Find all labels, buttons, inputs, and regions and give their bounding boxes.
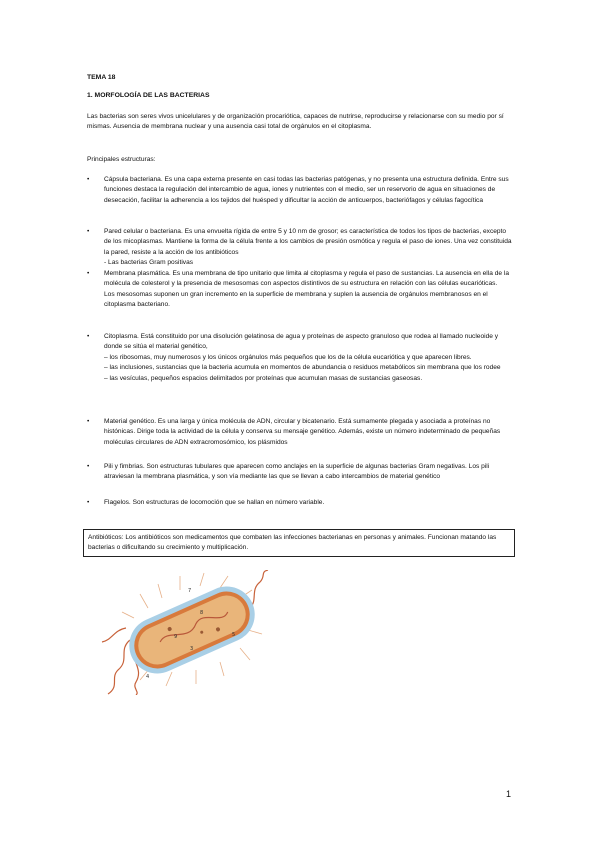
list-item-text: Flagelos. Son estructuras de locomoción que se hallan en número variable. [104, 499, 325, 506]
list-item-subline: – las vesículas, pequeños espacios delimitados por proteínas que acumulan masas de sustancias gaseosas. [104, 374, 423, 382]
figure-label: 9 [174, 634, 178, 640]
list-item-text: Material genético. Es una larga y única molécula de ADN, circular y bicatenario. Está sumamente plegada y asociada a proteínas no histónicas. Dirige toda la actividad de la célula y conserva su mensaje genético. Además, existe un número indeterminado de pequeñas moléculas circulares de ADN extracromosómico, los plásmidos [104, 418, 501, 446]
bullet-icon: • [87, 333, 90, 340]
bullet-icon: • [87, 270, 90, 277]
antibiotics-note-text: Antibióticos: Los antibióticos son medicamentos que combaten las infecciones bacterianas en personas y animales. Funcionan matando las bacterias o dificultando su crecimiento y multiplicación. [88, 534, 497, 552]
list-item-text: Pared celular o bacteriana. Es una envuelta rígida de entre 5 y 10 nm de grosor; es característica de todos los tipos de bacterias, excepto de los micoplasmas. Mantiene la forma de la célula frente a los cambios de presión osmótica y regula el paso de iones. Una vez constituida la pared, resiste a la acción de los antibióticos [104, 228, 512, 256]
figure-label: 7 [188, 588, 192, 594]
figure-label: 4 [146, 674, 150, 680]
bullet-icon: • [87, 463, 90, 470]
intro-paragraph: Las bacterias son seres vivos unicelulares y de organización procariótica, capaces de nutrirse, reproducirse y relacionarse con su medio por sí mismas. Ausencia de membrana nuclear y una ausencia casi total de orgánulos en el citoplasma. [87, 113, 504, 131]
bullet-icon: • [87, 499, 90, 506]
bullet-icon: • [87, 228, 90, 235]
figure-label: 3 [190, 646, 194, 652]
section-title: 1. MORFOLOGÍA DE LAS BACTERIAS [87, 92, 210, 99]
antibiotics-note-box [83, 529, 515, 557]
list-item-subline: – los ribosomas, muy numerosos y los únicos orgánulos más pequeños que los de la célula eucariótica y que aparecen libres. [104, 353, 472, 361]
list-item-subline: - Las bacterias Gram positivas [104, 259, 194, 267]
list-item-subline: – las inclusiones, sustancias que la bacteria acumula en momentos de abundancia o residuos metabólicos sin membrana que los rodee [104, 364, 501, 372]
bacterium-illustration [100, 570, 270, 695]
figure-label: 8 [200, 610, 204, 616]
figure-label: 5 [232, 632, 236, 638]
bullet-icon: • [87, 418, 90, 425]
list-item-text: Pili y fimbrias. Son estructuras tubulares que aparecen como anclajes en la superficie de algunas bacterias Gram negativas. Los pili atraviesan la membrana plasmática, y son vía mediante las que se llevan a cabo intercambios de material genético [104, 463, 490, 481]
list-item-subline: Los mesosomas suponen un gran incremento en la superficie de membrana y suplen la ausencia de orgánulos membranosos en el citoplasma bacteriano. [104, 290, 488, 309]
bullet-icon: • [87, 176, 90, 183]
topic-title: TEMA 18 [87, 74, 116, 81]
structures-heading: Principales estructuras: [87, 156, 156, 163]
list-item-text: Citoplasma. Está constituido por una disolución gelatinosa de agua y proteínas de aspecto granuloso que rodea al llamado nucleoide y donde se sitúa el material genético, [104, 333, 499, 351]
page-number: 1 [506, 789, 512, 799]
list-item-text: Cápsula bacteriana. Es una capa externa presente en casi todas las bacterias patógenas, y no presenta una estructura definida. Entre sus funciones destaca la regulación del intercambio de agua, iones y nutrientes con el medio, ser un reservorio de agua en situaciones de desecación, facilitar la adherencia a los tejidos del huésped y dificultar la acción de anticuerpos, bacteriófagos y células fagocítica [104, 176, 509, 204]
list-item-text: Membrana plasmática. Es una membrana de tipo unitario que limita al citoplasma y regula el paso de sustancias. La ausencia en ella de la molécula de colesterol y la presencia de mesosomas con aspectos distintivos de su estructura en relación con las células eucarióticas. [104, 270, 510, 288]
